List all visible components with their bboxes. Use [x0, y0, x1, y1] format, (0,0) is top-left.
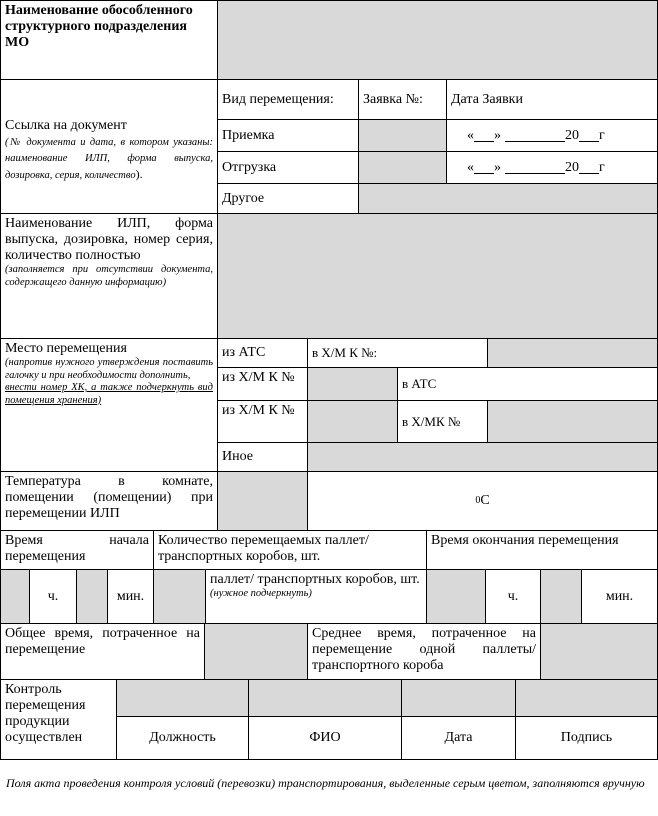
- ilp-note: (заполняется при отсутствии документа, содержащего данную информацию): [5, 264, 213, 288]
- end-minutes-field[interactable]: [540, 569, 582, 624]
- signature-field[interactable]: [515, 679, 658, 717]
- row-drugoe: Другое: [217, 183, 359, 214]
- place-label: Место перемещения: [5, 341, 127, 356]
- total-time-label: Общее время, потраченное на перемещение: [0, 623, 205, 680]
- inoe-field[interactable]: [307, 442, 658, 472]
- place-note-1: (напротив нужного утверждения поставить галочку и при необходимости дополнить,: [5, 357, 213, 381]
- col-position: Должность: [116, 716, 249, 760]
- v-ats-label: в АТС: [397, 367, 658, 401]
- degree-sup: 0: [475, 495, 481, 506]
- date-year-prefix: 20: [565, 127, 579, 143]
- end-hours-unit: ч.: [485, 569, 541, 624]
- v-xmk-no-label: в Х/М К №:: [307, 338, 488, 368]
- v-xmk-no2-field[interactable]: [487, 400, 658, 443]
- date-quote-close: »: [494, 159, 501, 175]
- ilp-cell: [0, 213, 218, 339]
- temp-label: Температура в комнате, помещении (помещении) при перемещении ИЛП: [0, 471, 218, 531]
- place-cell: [0, 338, 218, 472]
- date-year-suffix: г: [599, 159, 605, 175]
- org-field[interactable]: [217, 0, 658, 80]
- row-priemka: Приемка: [217, 119, 359, 152]
- count-label: Количество перемещаемых паллет/ транспортных коробов, шт.: [153, 530, 427, 570]
- start-hours-unit: ч.: [29, 569, 77, 624]
- doc-ref-cell: [0, 79, 218, 214]
- iz-xmk-2-label: [217, 400, 308, 443]
- date-quote-open: «: [467, 159, 474, 175]
- temp-unit: [307, 471, 658, 531]
- end-minutes-unit: мин.: [581, 569, 658, 624]
- start-hours-field[interactable]: [0, 569, 30, 624]
- avg-time-field[interactable]: [540, 623, 658, 680]
- avg-time-label: Среднее время, потраченное на перемещение одной паллеты/ транспортного короба: [307, 623, 541, 680]
- start-minutes-field[interactable]: [76, 569, 108, 624]
- end-hours-field[interactable]: [426, 569, 486, 624]
- otgruzka-date-field[interactable]: [446, 151, 658, 184]
- request-date-label: Дата Заявки: [446, 79, 658, 120]
- iz-xmk-2-field[interactable]: [307, 400, 398, 443]
- ilp-label: Наименование ИЛП, форма выпуска, дозировка, номер серия, количество полностью: [5, 216, 213, 263]
- row-otgruzka: Отгрузка: [217, 151, 359, 184]
- doc-ref-paren: ).: [135, 167, 143, 181]
- pallets-cell: [205, 569, 427, 624]
- move-type-label: Вид перемещения:: [217, 79, 359, 120]
- date-field[interactable]: [401, 679, 516, 717]
- v-xmk-no-field[interactable]: [487, 338, 658, 368]
- col-name: ФИО: [248, 716, 402, 760]
- start-minutes-unit: мин.: [107, 569, 154, 624]
- pallets-count-field[interactable]: [153, 569, 206, 624]
- col-date: Дата: [401, 716, 516, 760]
- date-year-suffix: г: [599, 127, 605, 143]
- date-quote-close: »: [494, 127, 501, 143]
- control-label: Контроль перемещения продукции осуществлен: [0, 679, 117, 760]
- v-xmk-no2-label: в Х/МК №: [397, 400, 488, 443]
- priemka-date-field[interactable]: [446, 119, 658, 152]
- celsius-unit: С: [480, 493, 490, 508]
- doc-ref-label: Ссылка на документ: [5, 118, 127, 133]
- otgruzka-request-no-field[interactable]: [358, 151, 447, 184]
- end-time-label: Время окончания перемещения: [426, 530, 658, 570]
- total-time-field[interactable]: [204, 623, 308, 680]
- pallets-note: (нужное подчеркнуть): [210, 588, 312, 599]
- iz-xmk-1-label: [217, 367, 308, 401]
- priemka-request-no-field[interactable]: [358, 119, 447, 152]
- ilp-field[interactable]: [217, 213, 658, 339]
- footnote: Поля акта проведения контроля условий (перевозки) транспортирования, выделенные серым цветом, заполняются вручную: [6, 776, 645, 790]
- place-note-2: внести номер ХК, а также подчеркнуть вид помещения хранения): [5, 382, 213, 406]
- col-signature: Подпись: [515, 716, 658, 760]
- position-field[interactable]: [116, 679, 249, 717]
- date-quote-open: «: [467, 127, 474, 143]
- temp-field[interactable]: [217, 471, 308, 531]
- org-label: Наименование обособленного структурного подразделения МО: [0, 0, 218, 80]
- iz-xmk-2-text: из Х/М К №: [222, 403, 295, 418]
- start-time-label: Время начала перемещения: [0, 530, 154, 570]
- doc-ref-note: (№ документа и дата, в котором указаны: наименование ИЛП, форма выпуска, дозировка, серия, количество: [5, 137, 213, 181]
- name-field[interactable]: [248, 679, 402, 717]
- iz-xmk-1-text: из Х/М К №: [222, 370, 295, 385]
- pallets-label: паллет/ транспортных коробов, шт.: [210, 572, 420, 587]
- request-no-label: Заявка №:: [358, 79, 447, 120]
- drugoe-field[interactable]: [358, 183, 658, 214]
- iz-ats-label: из АТС: [217, 338, 308, 368]
- iz-xmk-1-field[interactable]: [307, 367, 398, 401]
- inoe-label: Иное: [217, 442, 308, 472]
- date-year-prefix: 20: [565, 159, 579, 175]
